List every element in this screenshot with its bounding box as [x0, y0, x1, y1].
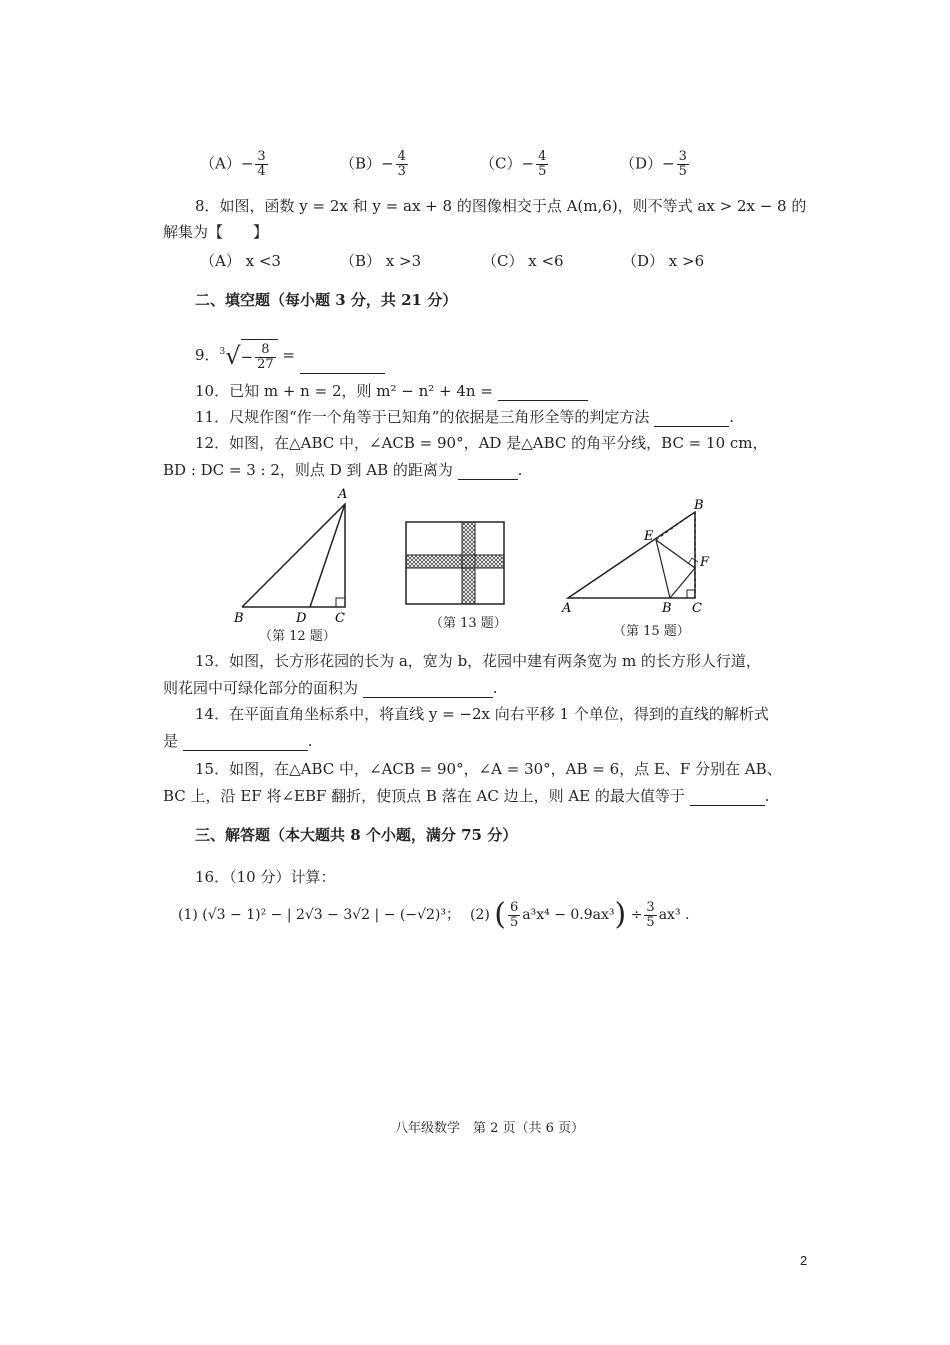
section-fill-in-title: 二、填空题（每小题 3 分，共 21 分）: [195, 291, 458, 309]
q14-answer-blank[interactable]: [183, 734, 308, 751]
figure-15-triangle: [560, 496, 720, 618]
fig12-label-a: A: [338, 487, 348, 502]
q8-line2: 解集为【 】: [163, 223, 269, 241]
page-number: 2: [800, 1253, 808, 1268]
figure-15-caption: （第 15 题）: [613, 624, 690, 639]
q8-option-c: （C） x <6: [482, 252, 564, 270]
q13-line1: 13．如图，长方形花园的长为 a，宽为 b，花园中建有两条宽为 m 的长方形人行道，: [195, 652, 761, 670]
q10-line: 10．已知 m + n = 2，则 m² − n² + 4n =: [195, 381, 588, 401]
q16-title: 16．（10 分）计算：: [195, 868, 336, 886]
q7-option-b: （B）− $\frac{4}{3}$: [340, 149, 406, 179]
q8-option-d: （D） x >6: [622, 252, 705, 270]
q7-option-d: （D）− $\frac{3}{5}$: [620, 149, 687, 179]
q7-option-a: （A）− $\frac{3}{4}$: [200, 149, 266, 179]
q8-option-b: （B） x >3: [340, 252, 422, 270]
q12-line1: 12．如图，在△ABC 中，∠ACB = 90°，AD 是△ABC 的角平分线，BC = 10 cm，: [195, 434, 768, 452]
q9-answer-blank[interactable]: [300, 357, 385, 374]
q16-part1: (1) (√3 − 1)² − | 2√3 − 3√2 | − (−√2)³；: [178, 907, 460, 923]
q14-line2: 是 .: [163, 732, 313, 750]
fig15-label-e: E: [644, 529, 654, 544]
figure-12-caption: （第 12 题）: [259, 629, 336, 644]
fig15-label-c: C: [692, 601, 702, 616]
q15-answer-blank[interactable]: [690, 789, 765, 806]
q7-option-c: （C）− $\frac{4}{5}$: [480, 149, 547, 179]
q16-part2: (2) ( $\frac{6}{5}$ a³x⁴ − 0.9ax³) ÷ $\frac{3}{5}$ ax³ .: [470, 897, 690, 932]
figure-13-garden: [402, 518, 510, 610]
figure-12-triangle: [230, 482, 360, 627]
fig15-label-f: F: [700, 555, 710, 570]
q15-line2: BC 上，沿 EF 将∠EBF 翻折，使顶点 B 落在 AC 边上，则 AE 的最大值等于 .: [163, 787, 770, 805]
fig15-label-a: A: [562, 601, 572, 616]
q15-line1: 15．如图，在△ABC 中，∠ACB = 90°，∠A = 30°，AB = 6，点 E、F 分别在 AB、: [195, 760, 782, 778]
q8-line1: 8．如图，函数 y = 2x 和 y = ax + 8 的图像相交于点 A(m,6)，则不等式 ax > 2x − 8 的: [195, 197, 807, 215]
q11-answer-blank[interactable]: [654, 410, 729, 427]
q13-answer-blank[interactable]: [363, 681, 493, 698]
section-solve-title: 三、解答题（本大题共 8 个小题，满分 75 分）: [195, 826, 518, 844]
page-footer: 八年级数学 第 2 页（共 6 页）: [395, 1121, 585, 1136]
q13-line2: 则花园中可绿化部分的面积为 .: [163, 679, 498, 697]
fig12-label-b: B: [234, 611, 244, 626]
figure-13-caption: （第 13 题）: [430, 616, 507, 631]
fig12-label-c: C: [335, 611, 345, 626]
q11-line: 11．尺规作图“作一个角等于已知角”的依据是三角形全等的判定方法 .: [195, 408, 734, 426]
q10-answer-blank[interactable]: [498, 384, 588, 401]
fig15-label-b-bottom: B: [662, 601, 672, 616]
q12-answer-blank[interactable]: [458, 463, 518, 480]
fig12-label-d: D: [296, 611, 307, 626]
q14-line1: 14．在平面直角坐标系中，将直线 y = −2x 向右平移 1 个单位，得到的直线的解析式: [195, 705, 769, 723]
q8-option-a: （A） x <3: [200, 252, 281, 270]
q12-line2: BD : DC = 3 : 2，则点 D 到 AB 的距离为 .: [163, 461, 523, 479]
fig15-label-b-top: B: [694, 498, 704, 513]
q9-line: 9．$^3$√− $\frac{8}{27}$ =: [195, 335, 385, 374]
